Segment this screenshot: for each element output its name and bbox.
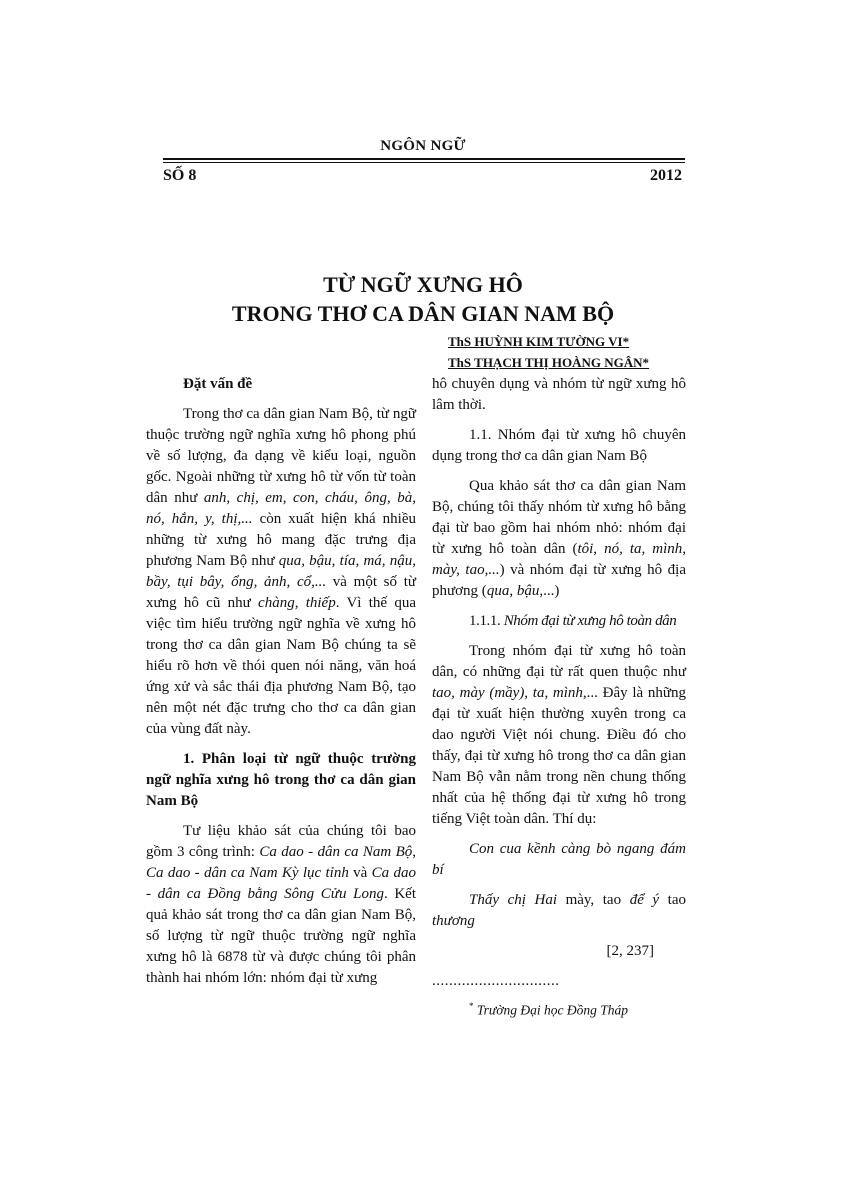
italic-run: để ý bbox=[629, 892, 660, 908]
text-run: mày, tao bbox=[557, 892, 630, 908]
author-1: ThS HUỲNH KIM TƯỜNG VI* bbox=[448, 334, 630, 349]
italic-run: Thấy chị Hai bbox=[469, 892, 557, 908]
header-rule-thin bbox=[163, 162, 685, 163]
right-column bbox=[432, 374, 686, 1030]
text-run: Trong thơ ca dân gian Nam Bộ, từ ngữ thuộc trường ngữ nghĩa xưng hô phong phú về số lượng, đa dạng về kiểu loại, nguồn gốc. Ngoài những từ xưng hô từ vốn từ toàn dân như bbox=[146, 406, 416, 506]
journal-name: NGÔN NGỮ bbox=[380, 138, 466, 154]
italic-run: Ca dao - dân ca Nam Kỳ lục tỉnh bbox=[146, 865, 349, 881]
text-run: Qua khảo sát thơ ca dân gian Nam Bộ, chúng tôi thấy nhóm từ xưng hô bằng đại từ bao gồm hai nhóm nhỏ: nhóm đại từ xưng hô toàn dân ( bbox=[432, 478, 686, 557]
author-list bbox=[448, 331, 649, 373]
author-2: ThS THẠCH THỊ HOÀNG NGÂN* bbox=[448, 355, 650, 370]
text-run: . Vì thế qua việc tìm hiểu trường ngữ nghĩa về xưng hô trong thơ ca dân gian Nam Bộ chúng ta sẽ hiểu rõ hơn về thói quen nói năng, văn hoá ứng xử và sắc thái địa phương Nam Bộ, tạo nên một nét đặc trưng cho thơ ca dân gian của vùng đất này. bbox=[146, 595, 417, 737]
verse-line-2 bbox=[432, 890, 686, 932]
header-rule-thick bbox=[163, 158, 685, 160]
text-run: Tư liệu khảo sát của chúng tôi bao gồm 3 công trình: bbox=[146, 823, 416, 860]
text-run: ,... Đây là những đại từ xuất hiện thường xuyên trong ca dao người Việt nói chung. Điều đó cho thấy, đại từ xưng hô trong thơ ca dân gian Nam Bộ vẫn nằm trong nền chung thống nhất của hệ thống đại từ xưng hô trong tiếng Việt toàn dân. Thí dụ: bbox=[432, 685, 686, 827]
issue-year: 2012 bbox=[650, 167, 682, 184]
text-run: , bbox=[412, 844, 416, 860]
continued-paragraph: hô chuyên dụng và nhóm từ ngữ xưng hô lâm thời. bbox=[432, 376, 686, 413]
text-run: còn xuất hiện khá nhiều những từ xưng hô mang đặc trưng địa phương Nam Bộ như bbox=[146, 511, 416, 569]
footnote-text: Trường Đại học Đồng Tháp bbox=[473, 1002, 628, 1018]
citation: [2, 237] bbox=[606, 943, 654, 959]
title-line-2: TRONG THƠ CA DÂN GIAN NAM BỘ bbox=[231, 301, 615, 326]
italic-run: tôi, nó, ta, mình, mày, tao,... bbox=[432, 541, 687, 578]
text-run: ) và nhóm đại từ xưng hô địa phương ( bbox=[432, 562, 686, 599]
footnote-mark: * bbox=[469, 1001, 474, 1011]
text-run: . Kết quả khảo sát trong thơ ca dân gian Nam Bộ, số lượng từ ngữ thuộc trường ngữ nghĩa xưng hô là 6878 từ và được chúng tôi phân thành hai nhóm lớn: nhóm đại từ xưng bbox=[146, 886, 416, 986]
text-run: và bbox=[348, 865, 372, 881]
italic-run: Ca dao - dân ca Nam Bộ bbox=[259, 844, 413, 860]
italic-run: anh, chị, em, con, cháu, ông, bà, nó, hắn, y, thị,... bbox=[146, 490, 416, 527]
italic-run: qua, bậu bbox=[486, 583, 540, 599]
italic-run: Ca dao - dân ca Đồng bằng Sông Cửu Long bbox=[146, 865, 416, 902]
pronoun-group-paragraph bbox=[432, 476, 686, 602]
text-run: Trong nhóm đại từ xưng hô toàn dân, có những đại từ rất quen thuộc như bbox=[432, 643, 686, 680]
footnote bbox=[432, 996, 686, 1021]
subsection-heading-1-1: 1.1. Nhóm đại từ xưng hô chuyên dụng trong thơ ca dân gian Nam Bộ bbox=[432, 427, 686, 464]
text-run: tao bbox=[659, 892, 687, 908]
survey-paragraph bbox=[146, 821, 416, 989]
intro-paragraph bbox=[146, 404, 416, 740]
italic-run: tao, mày (mầy), ta, mình bbox=[432, 685, 583, 701]
text-run: và một số từ xưng hô cũ như bbox=[146, 574, 416, 611]
common-pronoun-paragraph bbox=[432, 641, 686, 830]
subsection-heading-1-1-1 bbox=[432, 611, 686, 632]
footnote-separator: .............................. bbox=[432, 973, 560, 989]
verse-line-1: Con cua kềnh càng bò ngang đám bí bbox=[432, 841, 686, 878]
italic-run: chàng, thiếp bbox=[258, 595, 336, 611]
issue-number: SỐ 8 bbox=[163, 167, 197, 184]
text-run: ,...) bbox=[539, 583, 560, 599]
italic-run: Nhóm đại từ xưng hô toàn dân bbox=[503, 613, 677, 629]
italic-run: thương bbox=[432, 913, 475, 929]
section-heading-1: 1. Phân loại từ ngữ thuộc trường ngữ nghĩa xưng hô trong thơ ca dân gian Nam Bộ bbox=[146, 751, 416, 809]
italic-run: qua, bậu, tía, má, nậu, bầy, tụi bây, ổng, ảnh, cổ,... bbox=[146, 553, 416, 590]
section-heading-intro: Đặt vấn đề bbox=[183, 376, 253, 392]
text-run: 1.1.1. bbox=[469, 613, 504, 629]
article-title bbox=[0, 270, 846, 328]
left-column bbox=[146, 374, 416, 998]
title-line-1: TỪ NGỮ XƯNG HÔ bbox=[323, 272, 523, 297]
